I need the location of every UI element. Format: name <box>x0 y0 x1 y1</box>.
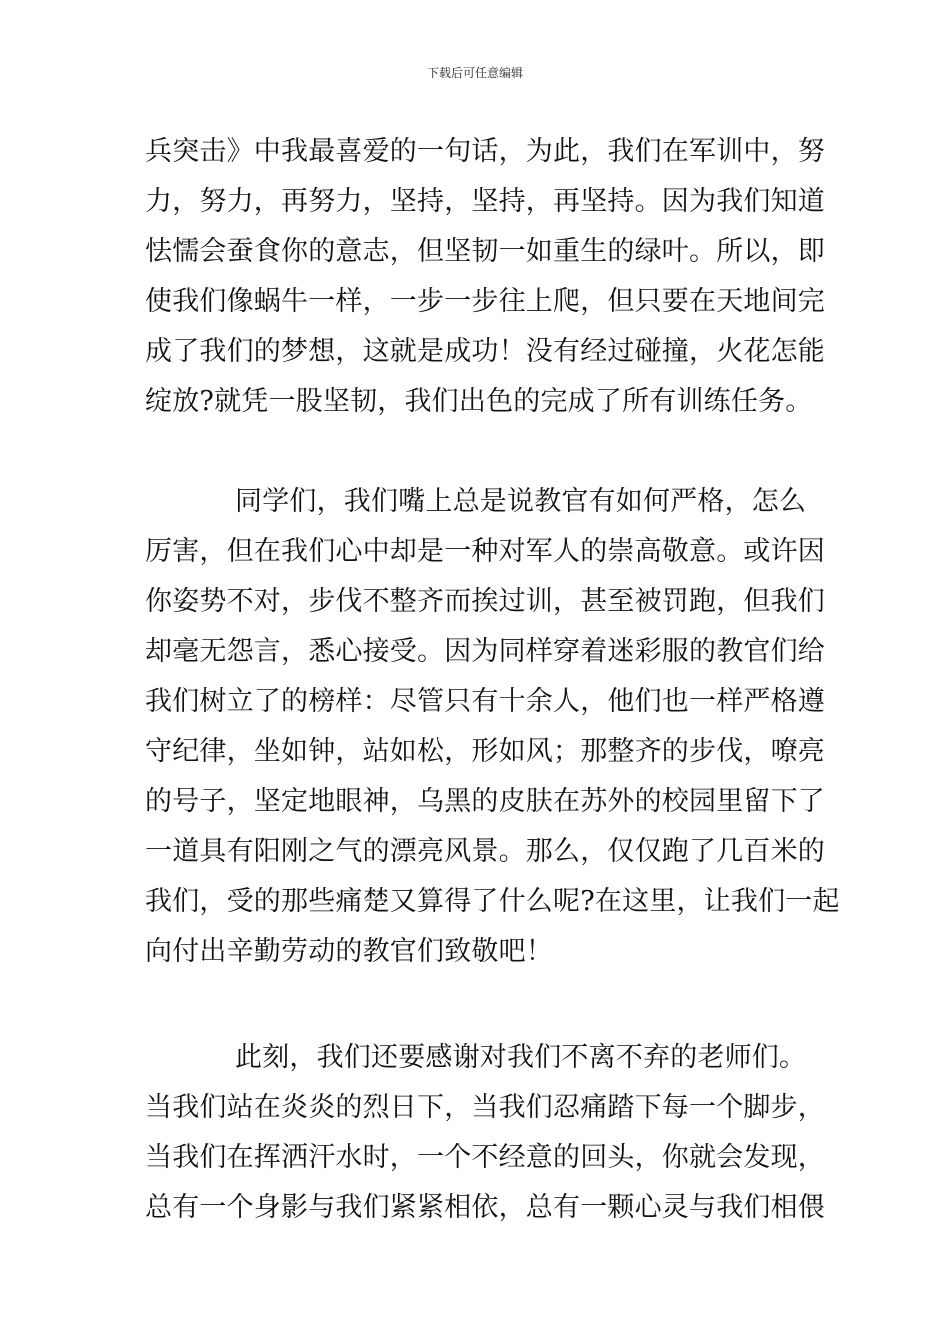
text-line: 此刻，我们还要感谢对我们不离不弃的老师们。 <box>235 1042 807 1073</box>
text-line: 同学们，我们嘴上总是说教官有如何严格，怎么 <box>235 486 807 517</box>
text-line: 成了我们的梦想，这就是成功！没有经过碰撞，火花怎能 <box>145 336 825 367</box>
text-line: 的号子，坚定地眼神，乌黑的皮肤在苏外的校园里留下了 <box>145 786 825 817</box>
text-line: 兵突击》中我最喜爱的一句话，为此，我们在军训中，努 <box>145 136 825 167</box>
text-line: 一道具有阳刚之气的漂亮风景。那么，仅仅跑了几百米的 <box>145 836 825 867</box>
text-line: 怯懦会蚕食你的意志，但坚韧一如重生的绿叶。所以，即 <box>145 236 825 267</box>
text-line: 厉害，但在我们心中却是一种对军人的崇高敬意。或许因 <box>145 536 825 567</box>
text-line: 我们树立了的榜样：尽管只有十余人，他们也一样严格遵 <box>145 686 825 717</box>
page-header: 下载后可任意编辑 <box>426 66 523 80</box>
text-line: 守纪律，坐如钟，站如松，形如风；那整齐的步伐，嘹亮 <box>145 736 825 767</box>
text-line: 使我们像蜗牛一样，一步一步往上爬，但只要在天地间完 <box>145 286 825 317</box>
text-line: 绽放?就凭一股坚韧，我们出色的完成了所有训练任务。 <box>145 386 813 417</box>
paragraph-2 <box>145 477 840 977</box>
paragraph-spacer <box>145 427 807 477</box>
text-line: 却毫无怨言，悉心接受。因为同样穿着迷彩服的教官们给 <box>145 636 825 667</box>
text-line: 我们，受的那些痛楚又算得了什么呢?在这里，让我们一起 <box>145 886 840 917</box>
text-line: 当我们站在炎炎的烈日下，当我们忍痛踏下每一个脚步， <box>145 1092 825 1123</box>
text-line: 力，努力，再努力，坚持，坚持，再坚持。因为我们知道 <box>145 186 825 217</box>
text-line: 你姿势不对，步伐不整齐而挨过训，甚至被罚跑，但我们 <box>145 586 825 617</box>
text-line: 向付出辛勤劳动的教官们致敬吧！ <box>145 936 553 967</box>
text-line: 当我们在挥洒汗水时，一个不经意的回头，你就会发现， <box>145 1142 825 1173</box>
paragraph-spacer <box>145 977 807 1033</box>
paragraph-3 <box>145 1033 825 1233</box>
text-line: 总有一个身影与我们紧紧相依，总有一颗心灵与我们相偎 <box>145 1192 825 1223</box>
paragraph-1 <box>145 127 825 427</box>
document-body <box>145 127 840 1233</box>
